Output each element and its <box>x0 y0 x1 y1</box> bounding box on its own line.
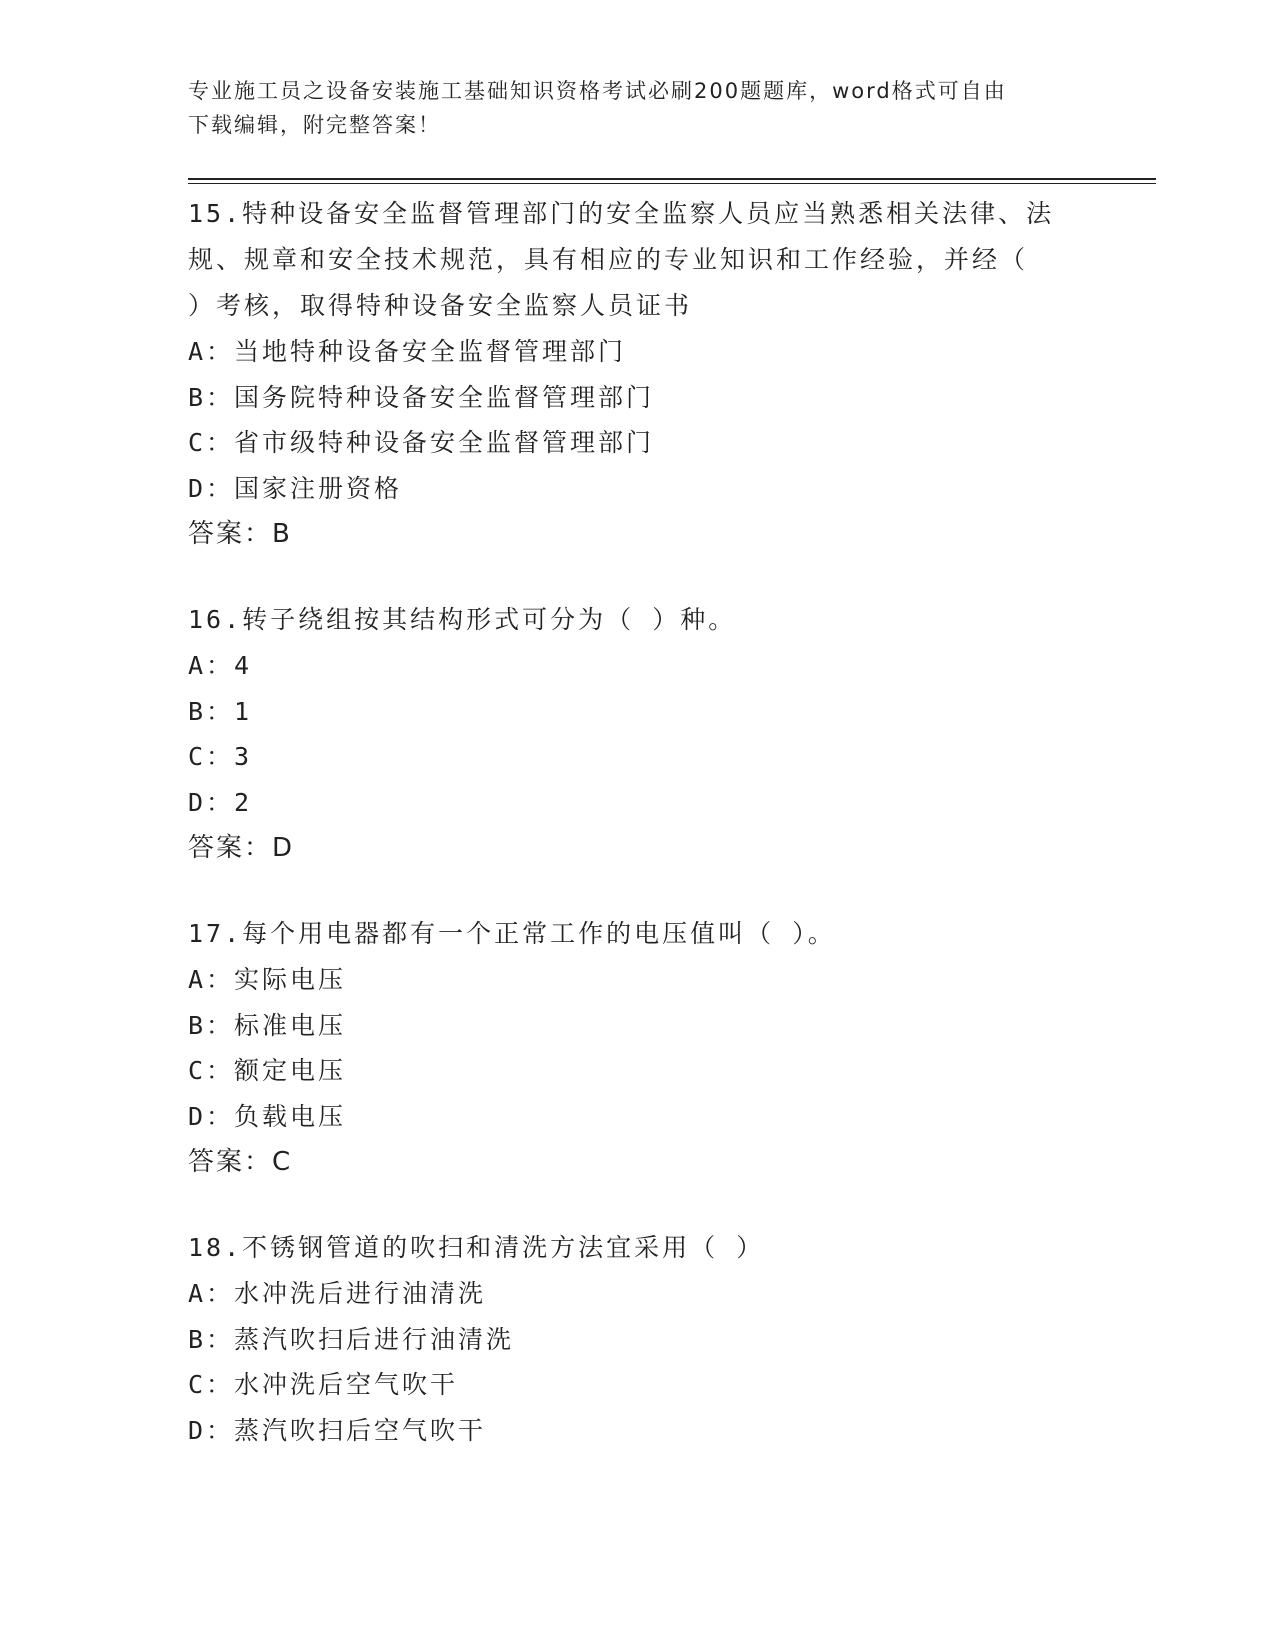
option-a: A：水冲洗后进行油清洗 <box>188 1279 487 1308</box>
option-c: C：水冲洗后空气吹干 <box>188 1370 459 1399</box>
header-divider-thick <box>188 178 1156 180</box>
answer-line: 答案：B <box>188 519 292 549</box>
question-17 <box>188 911 1088 1185</box>
question-list <box>188 191 1088 1453</box>
question-stem-line: 16.转子绕组按其结构形式可分为（ ）种。 <box>188 605 737 634</box>
question-stem-line: 规、规章和安全技术规范，具有相应的专业知识和工作经验，并经（ <box>188 245 1029 274</box>
answer-line: 答案：C <box>188 1147 293 1177</box>
option-a: A：4 <box>188 651 253 680</box>
option-b: B：国务院特种设备安全监督管理部门 <box>188 382 655 412</box>
question-18 <box>188 1225 1088 1453</box>
option-a: A：实际电压 <box>188 965 347 994</box>
header-line-2: 下载编辑，附完整答案！ <box>188 113 441 137</box>
question-16 <box>188 597 1088 871</box>
header-divider-thin <box>188 183 1156 184</box>
option-c: C：省市级特种设备安全监督管理部门 <box>188 428 655 457</box>
question-15 <box>188 191 1088 557</box>
option-c: C：额定电压 <box>188 1056 347 1085</box>
document-header <box>188 74 1068 142</box>
option-b: B：标准电压 <box>188 1010 347 1040</box>
option-d: D：蒸汽吹扫后空气吹干 <box>188 1415 487 1445</box>
option-d: D：国家注册资格 <box>188 473 403 503</box>
option-d: D：负载电压 <box>188 1101 347 1131</box>
header-line-1: 专业施工员之设备安装施工基础知识资格考试必刷200题题库，word格式可自由 <box>188 79 1007 103</box>
option-b: B：蒸汽吹扫后进行油清洗 <box>188 1324 515 1354</box>
option-c: C：3 <box>188 742 253 771</box>
option-d: D：2 <box>188 787 253 817</box>
question-stem-line: 18.不锈钢管道的吹扫和清洗方法宜采用（ ） <box>188 1233 765 1262</box>
answer-line: 答案：D <box>188 833 295 863</box>
option-b: B：1 <box>188 696 253 726</box>
option-a: A：当地特种设备安全监督管理部门 <box>188 337 627 366</box>
question-stem-line: ）考核，取得特种设备安全监察人员证书 <box>188 291 693 320</box>
question-stem-line: 17.每个用电器都有一个正常工作的电压值叫（ ）。 <box>188 919 836 948</box>
question-stem-line: 15.特种设备安全监督管理部门的安全监察人员应当熟悉相关法律、法 <box>188 199 1055 228</box>
